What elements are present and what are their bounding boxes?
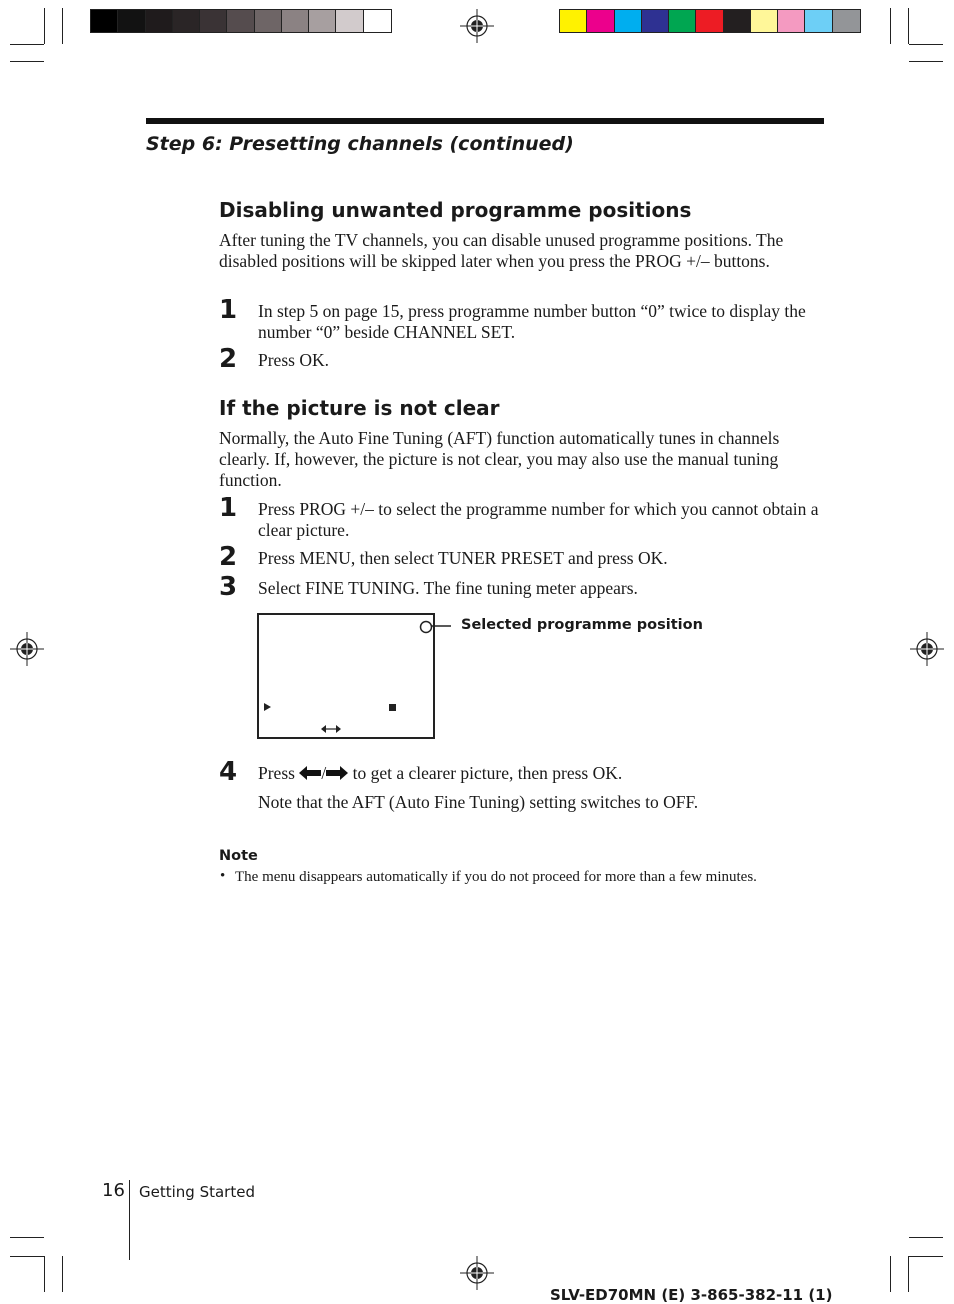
calibration-swatch [615,10,642,32]
calibration-swatch [642,10,669,32]
crop-mark [909,1237,943,1238]
play-triangle-icon [264,702,272,712]
section-intro-disabling: After tuning the TV channels, you can disable unused programme positions. The disabled positions will be skipped later when you press the PROG +/– buttons. [219,230,784,271]
step-text-before: Press [258,763,295,783]
arrow-left-icon [299,766,321,780]
step-number: 2 [219,542,238,572]
step-number: 2 [219,344,238,374]
registration-mark-icon [10,632,44,666]
grayscale-calibration-strip [90,9,392,33]
calibration-swatch [669,10,696,32]
calibration-swatch [560,10,587,32]
calibration-swatch [309,10,336,32]
fine-tuning-screen-illustration [257,613,435,739]
calibration-swatch [833,10,860,32]
callout-line [431,624,453,628]
page-number: 16 [102,1180,125,1201]
registration-mark-icon [910,632,944,666]
calibration-swatch [227,10,254,32]
left-right-arrows-icon [321,725,341,733]
calibration-swatch [751,10,778,32]
step-text: Press OK. [258,350,329,370]
step-text: Press PROG +/– to select the programme number for which you cannot obtain a clear picture. [258,499,819,540]
crop-mark [10,1237,44,1238]
crop-mark [10,61,44,62]
step-text-after: to get a clearer picture, then press OK. [352,763,623,783]
step-followup-text: Note that the AFT (Auto Fine Tuning) setting switches to OFF. [258,792,699,812]
step-text [258,763,833,784]
registration-mark-icon [460,1256,494,1290]
calibration-swatch [200,10,227,32]
step-text: Press MENU, then select TUNER PRESET and press OK. [258,548,668,568]
section-title-picture-not-clear: If the picture is not clear [219,396,500,420]
calibration-swatch [587,10,614,32]
calibration-swatch [146,10,173,32]
crop-mark [44,8,45,44]
step-number: 4 [219,757,238,787]
footer-divider [129,1180,130,1260]
note-bullet: • [220,868,226,884]
step-number: 3 [219,572,238,602]
crop-mark [890,1256,891,1292]
note-heading: Note [219,848,258,864]
crop-mark [908,8,909,44]
crop-mark [10,44,44,45]
calibration-swatch [696,10,723,32]
calibration-swatch [778,10,805,32]
step-text: Select FINE TUNING. The fine tuning meter appears. [258,578,638,598]
step-number: 1 [219,295,238,325]
color-calibration-strip [559,9,861,33]
header-rule [146,118,824,124]
crop-mark [62,1256,63,1292]
running-head: Step 6: Presetting channels (continued) [146,133,574,155]
note-text: The menu disappears automatically if you do not proceed for more than a few minutes. [235,869,757,885]
registration-mark-icon [460,9,494,43]
crop-mark [909,61,943,62]
crop-mark [909,44,943,45]
section-intro-picture-not-clear: Normally, the Auto Fine Tuning (AFT) function automatically tunes in channels clearly. If, however, the picture is not clear, you may also use the manual tuning function. [219,428,780,490]
callout-label: Selected programme position [461,617,703,633]
document-code: SLV-ED70MN (E) 3-865-382-11 (1) [550,1286,833,1304]
arrow-right-icon [326,766,348,780]
crop-mark [62,8,63,44]
calibration-swatch [255,10,282,32]
crop-mark [890,8,891,44]
crop-mark [44,1256,45,1292]
calibration-swatch [364,10,391,32]
section-title-disabling: Disabling unwanted programme positions [219,198,692,222]
calibration-swatch [173,10,200,32]
crop-mark [908,1256,909,1292]
arrow-separator: / [321,763,327,783]
calibration-swatch [282,10,309,32]
step-number: 1 [219,493,238,523]
step-text: In step 5 on page 15, press programme number button “0” twice to display the number “0” beside CHANNEL SET. [258,301,806,342]
calibration-swatch [724,10,751,32]
crop-mark [909,1256,943,1257]
calibration-swatch [118,10,145,32]
crop-mark [10,1256,44,1257]
step-item [219,757,831,787]
footer-section-name: Getting Started [139,1183,255,1201]
calibration-swatch [805,10,832,32]
calibration-swatch [336,10,363,32]
calibration-swatch [91,10,118,32]
meter-indicator-icon [389,704,397,712]
